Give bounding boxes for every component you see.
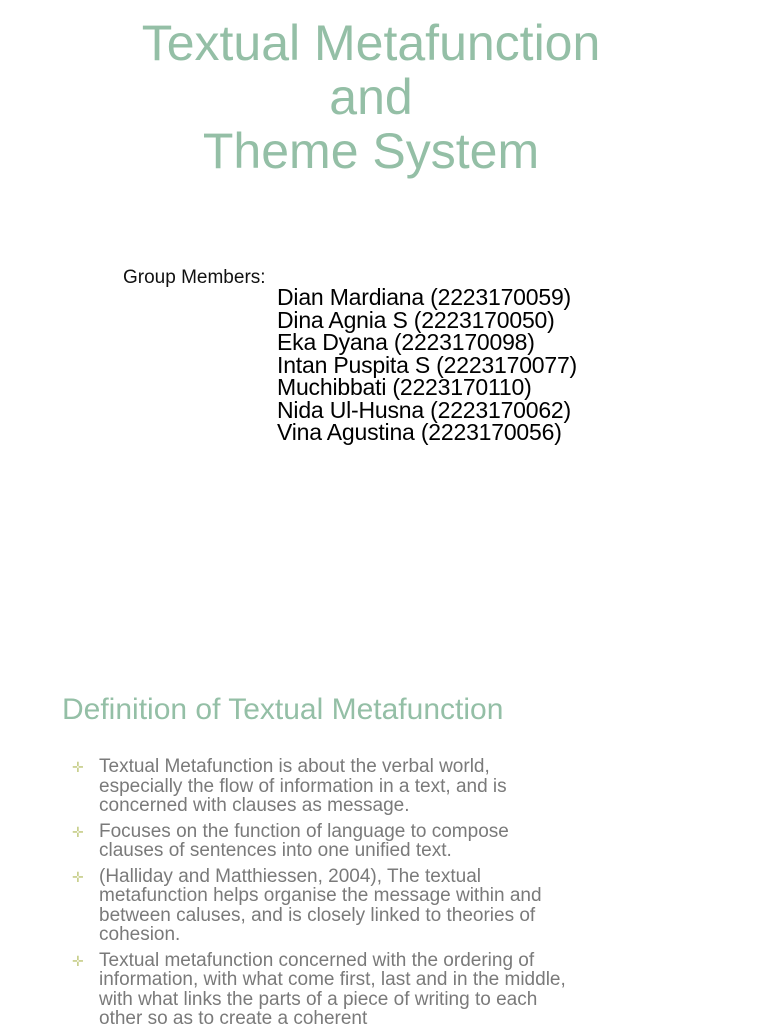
bullet-text: Textual metafunction concerned with the ordering of information, with what come first, last and in the middle, with what links the parts of a piece of writing to each other so as to create a coherent bbox=[99, 949, 566, 1029]
member-item: Muchibbati (2223170110) bbox=[277, 374, 532, 400]
section-heading: Definition of Textual Metafunction bbox=[62, 693, 504, 726]
bullet-text: Focuses on the function of language to compose clauses of sentences into one unified text. bbox=[99, 820, 509, 861]
sparkle-bullet-icon: ✛ bbox=[72, 823, 84, 840]
member-item: Nida Ul-Husna (2223170062) bbox=[277, 396, 571, 423]
bullet-text: (Halliday and Matthiessen, 2004), The textual metafunction helps organise the message within and between caluses, and is closely linked to theories of cohesion. bbox=[99, 865, 542, 945]
sparkle-bullet-icon: ✛ bbox=[72, 759, 84, 775]
member-item: Eka Dyana (2223170098) bbox=[277, 329, 535, 355]
sparkle-bullet-icon: ✛ bbox=[72, 952, 84, 969]
bullet-text: Textual Metafunction is about the verbal world, especially the flow of information in a text, and is concerned with clauses as message. bbox=[99, 756, 507, 816]
bullet-item bbox=[0, 951, 569, 1029]
member-item: Dian Mardiana (2223170059) bbox=[277, 284, 572, 310]
bullet-item bbox=[0, 757, 569, 816]
title-line-2: and bbox=[329, 69, 413, 125]
definition-bullet-list bbox=[0, 757, 768, 1035]
title-line-3: Theme System bbox=[202, 123, 540, 179]
group-members-list bbox=[277, 286, 577, 444]
slide-title bbox=[0, 16, 742, 178]
sparkle-bullet-icon: ✛ bbox=[72, 868, 84, 885]
title-line-1: Textual Metafunction bbox=[141, 15, 601, 71]
member-item: Dina Agnia S (2223170050) bbox=[277, 306, 555, 333]
member-item: Vina Agustina (2223170056) bbox=[277, 419, 562, 445]
member-item: Intan Puspita S (2223170077) bbox=[277, 351, 578, 378]
bullet-item bbox=[0, 867, 569, 945]
group-members-label: Group Members: bbox=[123, 267, 266, 288]
bullet-item bbox=[0, 822, 569, 861]
